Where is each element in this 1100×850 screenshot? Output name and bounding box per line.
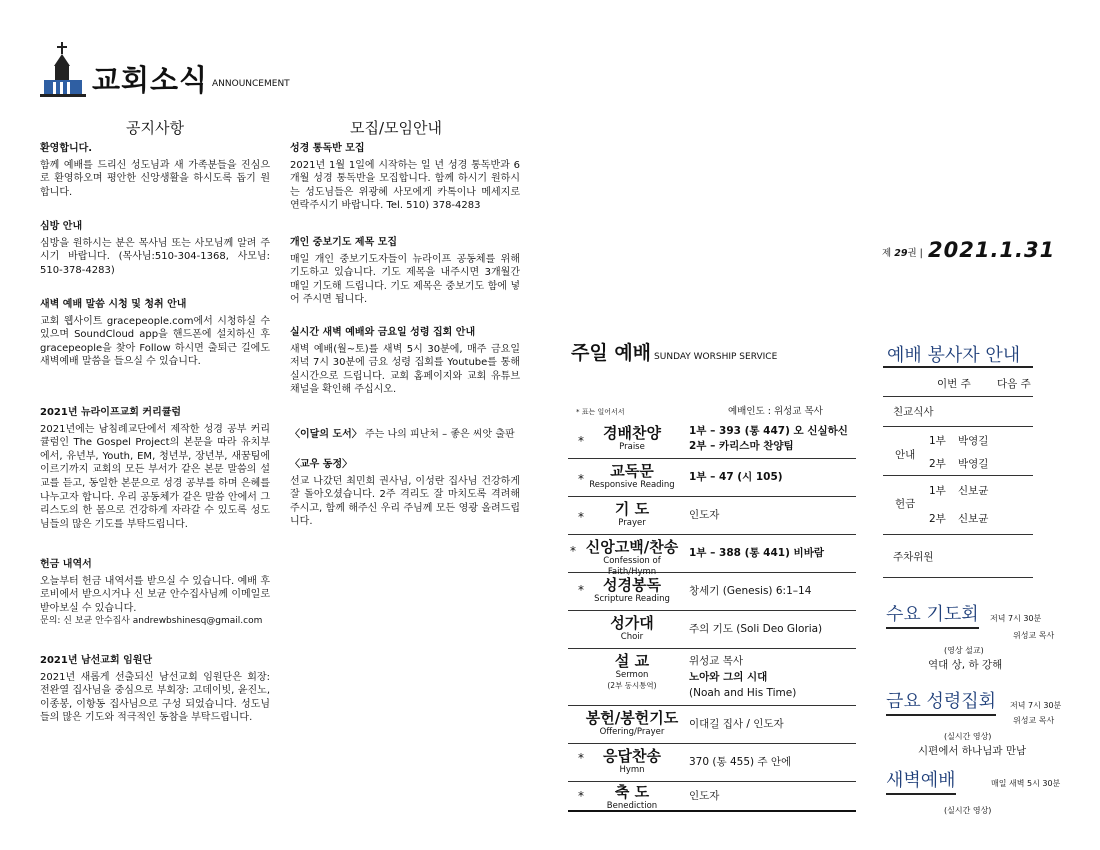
notice-body: 2021년 새롭게 선출되신 남선교회 임원단은 회장: 전완열 집사님을 중심으로 부회장: 고데이빗, 윤진노, 이종봉, 이항동 집사님으로 구성 되었습니다. 성도님들의 많은 기도와 적극적인 동참을 부탁드립니다. <box>40 671 270 724</box>
divider <box>883 475 1033 476</box>
divider <box>883 534 1033 535</box>
notice-body: 교회 웹사이트 gracepeople.com에서 시청하실 수 있으며 SoundCloud app을 핸드폰에 설치하신 후 gracepeople을 찾아 Follow 하시면 출퇴근 길에도 새벽예배 말씀을 들으실 수 있습니다. <box>40 315 270 368</box>
worship-row: * 교독문 Responsive Reading 1부 – 47 (시 105) <box>568 459 856 497</box>
notice-body: 오늘부터 헌금 내역서를 받으실 수 있습니다. 예배 후 로비에서 받으시거나 신 보균 안수집사님께 이메일로 받아보실 수 있습니다. <box>40 575 270 614</box>
standing-note: * 표는 일어서서 <box>576 408 625 416</box>
offering-part: 1부 <box>929 485 946 497</box>
recruit-body: 2021년 1월 1일에 시작하는 일 년 성경 통독반과 6개월 성경 통독반을 모집합니다. 함께 하시기 원하시는 성도님들은 위광혜 사모에게 카톡이나 메세지로 연락주시기 바랍니다. Tel. 510) 378-4283 <box>290 159 520 212</box>
notice-heading: 2021년 뉴라이프교회 커리큘럼 <box>40 407 182 418</box>
wednesday-note: (영상 설교) <box>944 646 984 655</box>
worship-row: 봉헌/봉헌기도 Offering/Prayer 이대길 집사 / 인도자 <box>568 706 856 744</box>
notice-body: 함께 예배를 드리신 성도님과 새 가족분들을 진심으로 환영하오며 평안한 신앙생활을 하시도록 돕기 원합니다. <box>40 159 270 198</box>
recruit-item <box>290 458 520 529</box>
worship-row: * 응답찬송 Hymn 370 (통 455) 주 안에 <box>568 744 856 782</box>
usher-name: 박영길 <box>958 458 989 470</box>
recruit-body: 매일 개인 중보기도자들이 뉴라이프 공동체를 위해 기도하고 있습니다. 기도 제목을 내주시면 3개월간 매일 기도해 드립니다. 기도 제목은 중보기도 함에 넣어 주시면 됩니다. <box>290 253 520 306</box>
divider <box>883 426 1033 427</box>
fellowship-label: 친교식사 <box>893 406 934 418</box>
notice-item <box>40 220 270 277</box>
book-label: 〈이달의 도서〉 <box>290 429 362 440</box>
divider <box>883 366 1033 368</box>
recruit-body: 새벽 예배(월~토)를 새벽 5시 30분에, 매주 금요일 저녁 7시 30분에 금요 성령 집회를 Youtube를 통해 실시간으로 드립니다. 교회 홈페이지와 교회 유튜브 채널을 확인해 주십시오. <box>290 343 520 396</box>
recruit-item <box>290 236 520 307</box>
wednesday-text: 역대 상, 하 강해 <box>928 659 1003 671</box>
recruit-heading: 〈교우 동정〉 <box>290 459 353 470</box>
wednesday-leader: 위성교 목사 <box>1013 631 1055 640</box>
usher-part: 2부 <box>929 458 946 470</box>
dawn-title: 새벽예배 <box>886 766 956 795</box>
offering-name: 신보균 <box>958 513 989 525</box>
worship-subtitle: SUNDAY WORSHIP SERVICE <box>654 352 778 362</box>
notice-item <box>40 142 270 199</box>
this-week-header: 이번 주 <box>937 378 971 390</box>
worship-leader: 예배인도 : 위성교 목사 <box>728 406 823 417</box>
dawn-note: (실시간 영상) <box>944 806 992 815</box>
issue-date: 2021.1.31 <box>928 238 1056 262</box>
divider <box>883 577 1033 578</box>
dawn-time: 매일 새벽 5시 30분 <box>991 779 1061 788</box>
recruit-body: 선교 나갔던 최민희 권사님, 이성란 집사님 건강하게 잘 돌아오셨습니다. 2주 격리도 잘 마치도록 격려해 주시고, 함께 해주신 우리 주님께 모든 영광 올려드립니다. <box>290 475 520 528</box>
book-text: 주는 나의 피난처 – 좋은 씨앗 출판 <box>364 429 515 440</box>
notice-heading: 심방 안내 <box>40 221 83 232</box>
notice-item <box>40 558 270 629</box>
friday-leader: 위성교 목사 <box>1013 716 1055 725</box>
recruit-item <box>290 142 520 213</box>
recruit-item <box>290 326 520 397</box>
worship-row: 설 교 Sermon (2부 동시통역) 위성교 목사 노아와 그의 시대 (Noah and His Time) <box>568 649 856 706</box>
page-subtitle: ANNOUNCEMENT <box>212 79 290 89</box>
church-logo-icon <box>40 42 86 98</box>
notice-body: 2021년에는 남침례교단에서 제작한 성경 공부 커리큘럼인 The Gospel Project의 본문을 따라 유치부에서, 유년부, Youth, EM, 청년부, 장년부, 새꿈팀에 이르기까지 교회의 모든 부서가 같은 본문 말씀의 설교를 듣고, 동일한 본문으로 성경 공부를 하며 은혜를 나누고자 합니다. 우리 공동체가 같은 말씀 안에서 그리스도의 한 몸으로 건강하게 자라갈 수 있도록 성도님들의 많은 기도를 부탁드립니다. <box>40 423 270 530</box>
recruit-title: 모집/모임안내 <box>350 119 442 137</box>
wednesday-time: 저녁 7시 30분 <box>990 614 1042 623</box>
usher-label: 안내 <box>895 449 916 461</box>
worship-row: * 성경봉독 Scripture Reading 창세기 (Genesis) 6:1–14 <box>568 573 856 611</box>
recruit-heading: 실시간 새벽 예배와 금요일 성령 집회 안내 <box>290 327 476 338</box>
friday-title: 금요 성령집회 <box>886 687 996 716</box>
offering-part: 2부 <box>929 513 946 525</box>
divider <box>883 396 1033 397</box>
notice-item <box>40 654 270 725</box>
notice-contact: 문의: 신 보균 안수집사 andrewbshinesq@gmail.com <box>40 616 263 627</box>
usher-name: 박영길 <box>958 435 989 447</box>
friday-text: 시편에서 하나님과 만남 <box>918 745 1027 757</box>
notice-body: 심방을 원하시는 분은 목사님 또는 사모님께 알려 주시기 바랍니다. (목사님:510-304-1368, 사모님: 510-378-4283) <box>40 237 270 276</box>
notice-heading: 2021년 남선교회 임원단 <box>40 655 153 666</box>
servers-title: 예배 봉사자 안내 <box>887 345 1021 366</box>
friday-note: (실시간 영상) <box>944 732 992 741</box>
worship-title: 주일 예배 SUNDAY WORSHIP SERVICE <box>571 342 778 364</box>
worship-row: 성가대 Choir 주의 기도 (Soli Deo Gloria) <box>568 611 856 649</box>
next-week-header: 다음 주 <box>997 378 1031 390</box>
offering-label: 헌금 <box>895 498 916 510</box>
recruit-heading: 개인 중보기도 제목 모집 <box>290 237 398 248</box>
friday-time: 저녁 7시 30분 <box>1010 701 1062 710</box>
page-title: 교회소식 <box>92 63 209 97</box>
parking-label: 주차위원 <box>893 551 934 563</box>
notice-heading: 새벽 예배 말씀 시청 및 청취 안내 <box>40 299 187 310</box>
notice-item <box>40 298 270 369</box>
notice-heading: 헌금 내역서 <box>40 559 92 570</box>
book-of-month <box>290 428 520 442</box>
recruit-heading: 성경 통독반 모집 <box>290 143 365 154</box>
notice-item <box>40 406 270 531</box>
notice-heading: 환영합니다. <box>40 143 93 154</box>
worship-row: * 축 도 Benediction 인도자 <box>568 782 856 812</box>
usher-part: 1부 <box>929 435 946 447</box>
wednesday-title: 수요 기도회 <box>886 600 979 629</box>
worship-row: * 신앙고백/찬송 Confession of Faith/Hymn 1부 – 388 (통 441) 비바람 <box>568 535 856 573</box>
worship-row: * 경배찬양 Praise 1부 – 393 (통 447) 오 신실하신 2부 – 카리스마 찬양팀 <box>568 421 856 459</box>
notices-title: 공지사항 <box>126 119 184 137</box>
issue-volume: 제 29권 | <box>882 248 923 259</box>
offering-name: 신보균 <box>958 485 989 497</box>
worship-row: * 기 도 Prayer 인도자 <box>568 497 856 535</box>
